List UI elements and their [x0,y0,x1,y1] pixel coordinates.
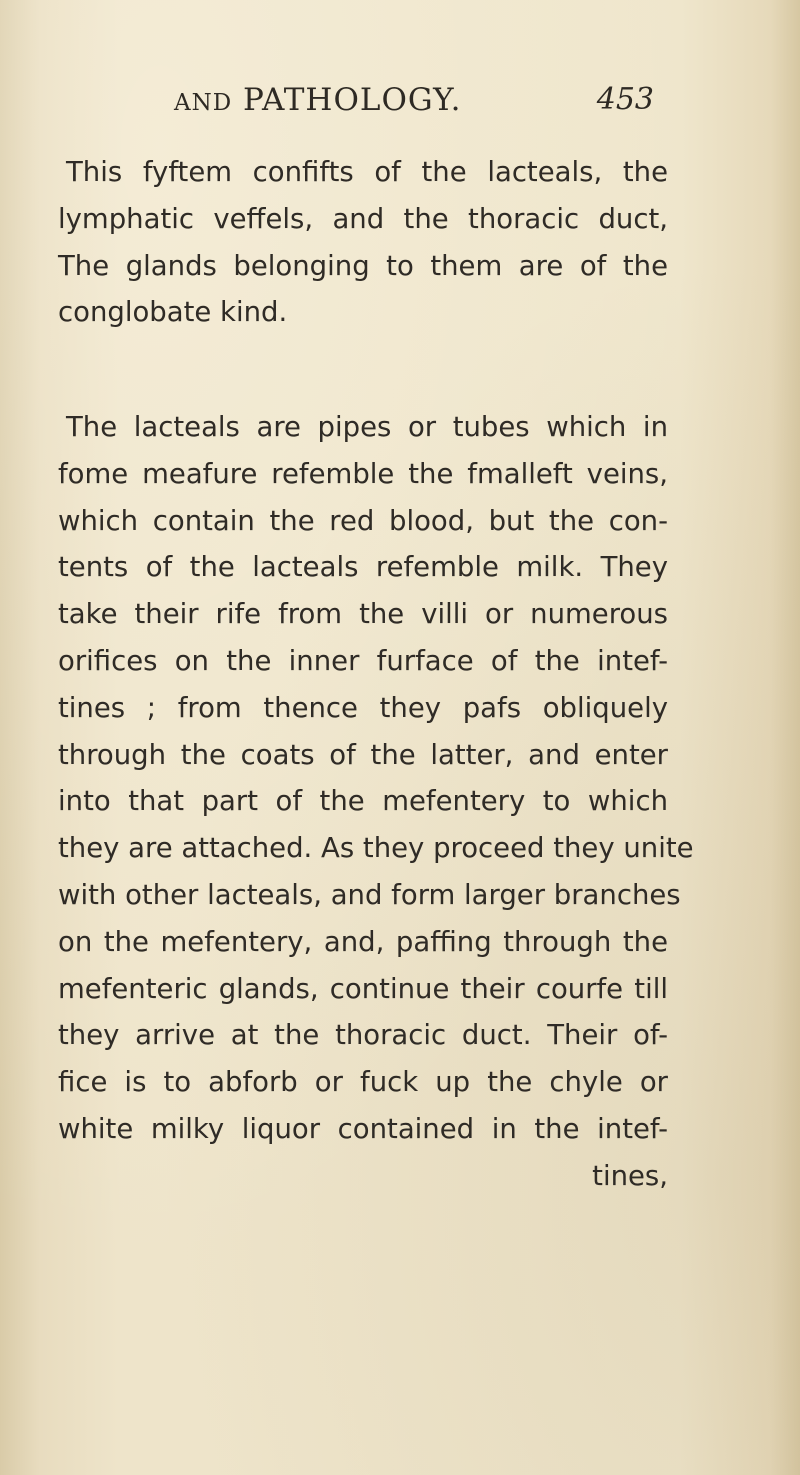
text-line: they are attached. As they proceed they unite [58,832,694,865]
text-line: which contain the red blood, but the con- [58,504,668,537]
text-line: they arrive at the thoracic duct. Their of- [58,1019,668,1052]
text-line: fome meafure refemble the fmalleft veins, [58,457,668,490]
text-line: This fyftem confifts of the lacteals, the [66,156,668,188]
text-line: conglobate kind. [58,296,288,329]
text-line: fice is to abforb or fuck up the chyle or [58,1066,668,1099]
paragraph-1 [58,149,668,336]
text-line: through the coats of the latter, and enter [58,738,668,771]
text-line: tents of the lacteals refemble milk. They [58,551,668,584]
running-head-title: PATHOLOGY. [243,82,462,118]
text-line: on the mefentery, and, paffing through the [58,925,668,958]
running-head [174,82,461,118]
text-line: lymphatic veffels, and the thoracic duct, [58,202,668,235]
text-line: take their rife from the villi or numerous [58,598,668,631]
text-line: with other lacteals, and form larger branches [58,878,681,911]
paragraph-2 [58,404,694,1200]
text-line: orifices on the inner furface of the intef- [58,644,668,677]
text-line: tines, [592,1159,668,1192]
page-header [174,82,654,132]
text-line: tines ; from thence they pafs obliquely [58,691,668,724]
text-line: into that part of the mefentery to which [58,785,668,818]
text-line: white milky liquor contained in the intef- [58,1112,668,1145]
text-line: The glands belonging to them are of the [58,249,668,282]
text-line: mefenteric glands, continue their courfe till [58,972,668,1005]
page-number: 453 [596,82,654,117]
running-head-prefix: AND [174,90,233,116]
text-line: The lacteals are pipes or tubes which in [66,411,668,443]
